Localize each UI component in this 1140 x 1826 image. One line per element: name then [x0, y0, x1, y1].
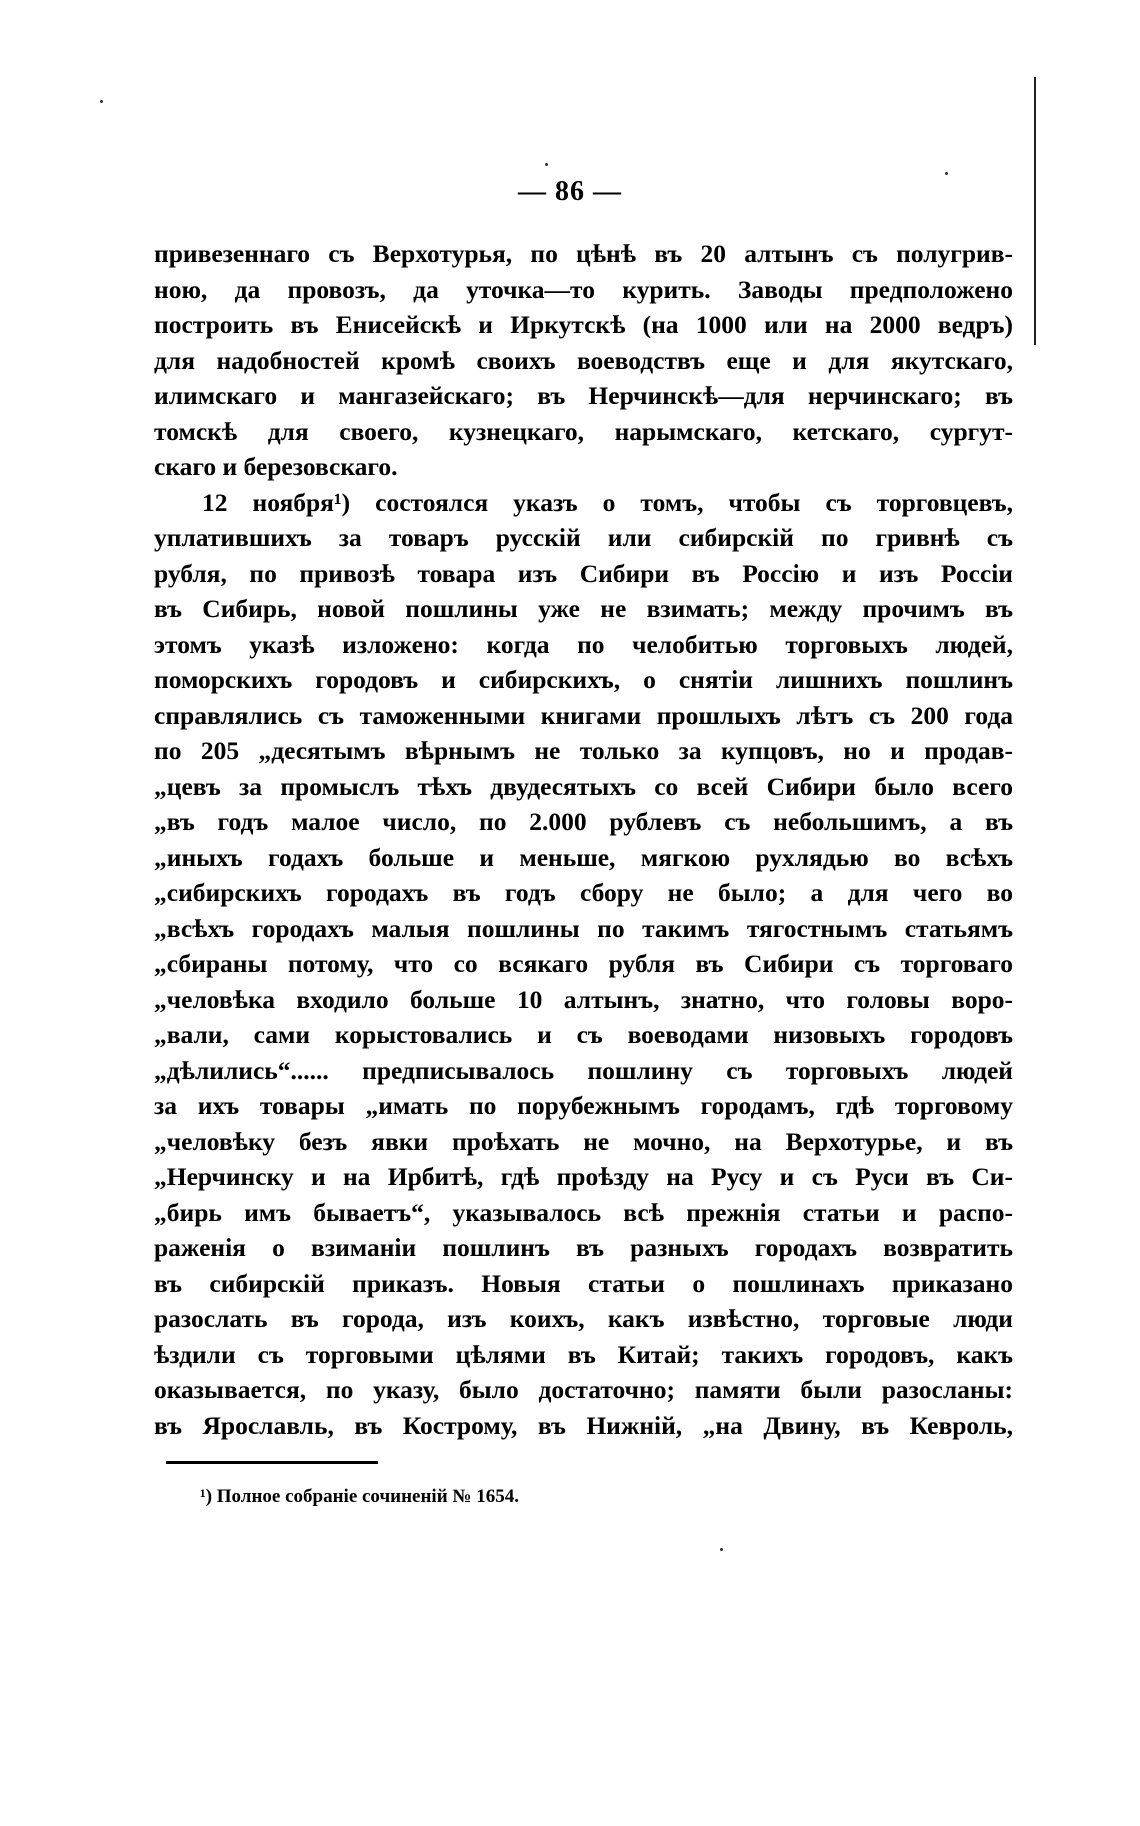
scan-speck [720, 1548, 723, 1551]
text-line: разослать въ города, изъ коихъ, какъ извѣстно, торговые люди [154, 1304, 1013, 1333]
text-line: въ Ярославль, въ Кострому, въ Нижній, „на Двину, въ Кевроль, [154, 1410, 1013, 1440]
text-line: за ихъ товары „имать по порубежнымъ городамъ, гдѣ торговому [154, 1091, 1013, 1120]
text-line: привезеннаго съ Верхотурья, по цѣнѣ въ 20 алтынъ съ полугрив- [154, 239, 1013, 268]
text-line: томскѣ для своего, кузнецкаго, нарымскаго, кетскаго, сургут- [154, 416, 1013, 446]
text-line: „вали, сами корыстовались и съ воеводами низовыхъ городовъ [154, 1020, 1013, 1049]
text-line: „Нерчинску и на Ирбитѣ, гдѣ проѣзду на Русу и съ Руси въ Си- [154, 1162, 1013, 1191]
text-line: „всѣхъ городахъ малыя пошлины по такимъ тягостнымъ статьямъ [154, 913, 1013, 943]
text-line: для надобностей кромѣ своихъ воеводствъ еще и для якутскаго, [154, 345, 1013, 375]
text-line: ною, да провозъ, да уточка—то курить. Заводы предположено [154, 274, 1013, 304]
text-line: уплатившихъ за товаръ русскій или сибирскій по гривнѣ съ [154, 523, 1013, 552]
text-line: справлялись съ таможенными книгами прошлыхъ лѣтъ съ 200 года [154, 700, 1013, 730]
text-line: построить въ Енисейскѣ и Иркутскѣ (на 1000 или на 2000 ведръ) [154, 310, 1013, 339]
text-line: въ Сибирь, новой пошлины уже не взимать; между прочимъ въ [154, 594, 1013, 623]
text-line: „дѣлились“...... предписывалось пошлину съ торговыхъ людей [154, 1055, 1013, 1085]
scan-speck [100, 100, 103, 103]
footnote-rule [166, 1461, 378, 1464]
page-number: — 86 — [518, 176, 622, 207]
text-line: 12 ноября¹) состоялся указъ о томъ, чтобы съ торговцевъ, [202, 487, 1013, 517]
scan-edge-line [1034, 77, 1036, 345]
text-line: „цевъ за промыслъ тѣхъ двудесятыхъ со всей Сибири было всего [154, 771, 1013, 801]
scan-speck [945, 172, 948, 175]
text-line: раженія о взиманіи пошлинъ въ разныхъ городахъ возвратить [154, 1233, 1013, 1262]
text-line: „сибирскихъ городахъ въ годъ сбору не было; а для чего во [154, 878, 1013, 907]
text-line: этомъ указѣ изложено: когда по челобитью торговыхъ людей, [154, 629, 1013, 659]
text-line: ѣздили съ торговыми цѣлями въ Китай; такихъ городовъ, какъ [154, 1339, 1013, 1369]
text-line: „человѣка входило больше 10 алтынъ, знатно, что головы воро- [154, 984, 1013, 1014]
text-line: по 205 „десятымъ вѣрнымъ не только за купцовъ, но и продав- [154, 736, 1013, 765]
scan-speck [545, 163, 548, 166]
footnote: ¹) Полное собраніе сочиненій № 1654. [200, 1486, 520, 1507]
text-line: „сбираны потому, что со всякаго рубля въ Сибири съ торговаго [154, 949, 1013, 978]
text-line: „иныхъ годахъ больше и меньше, мягкою рухлядью во всѣхъ [154, 842, 1013, 872]
text-line: „въ годъ малое число, по 2.000 рублевъ съ небольшимъ, а въ [154, 807, 1013, 836]
text-line: скаго и березовскаго. [154, 452, 398, 481]
text-line: „человѣку безъ явки проѣхать не мочно, на Верхотурье, и въ [154, 1126, 1013, 1156]
text-line: илимскаго и мангазейскаго; въ Нерчинскѣ—для нерчинскаго; въ [154, 381, 1013, 410]
text-line: въ сибирскій приказъ. Новыя статьи о пошлинахъ приказано [154, 1268, 1013, 1298]
text-line: оказывается, по указу, было достаточно; памяти были разосланы: [154, 1375, 1013, 1404]
text-line: „бирь имъ бываетъ“, указывалось всѣ прежнія статьи и распо- [154, 1197, 1013, 1227]
text-line: поморскихъ городовъ и сибирскихъ, о снятіи лишнихъ пошлинъ [154, 665, 1013, 694]
text-line: рубля, по привозѣ товара изъ Сибири въ Россію и изъ Россіи [154, 558, 1013, 588]
